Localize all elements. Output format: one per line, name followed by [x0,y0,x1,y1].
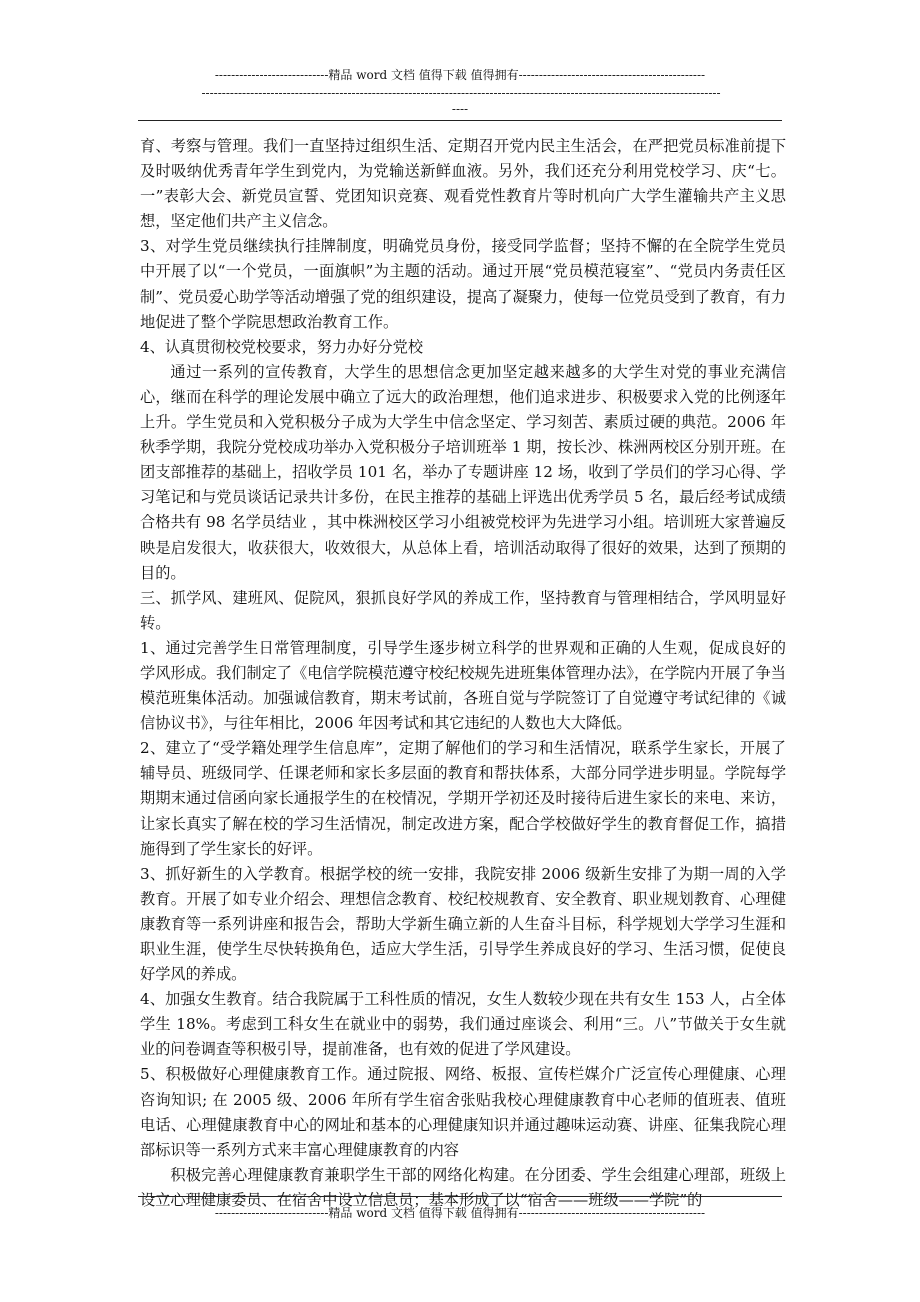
paragraph-party-school: 通过一系列的宣传教育，大学生的思想信念更加坚定越来越多的大学生对党的事业充满信心，继而在科学的理论发展中确立了远大的政治理想，他们追求进步、积极要求入党的比例逐年上升。学生党员和入党积极分子成为大学生中信念坚定、学习刻苦、素质过硬的典范。2006 年秋季学期，我院分党校成功举办入党积极分子培训班举 1 期，按长沙、株洲两校区分别开班。在团支部推荐的基础上，招收学员 101 名，举办了专题讲座 12 场，收到了学员们的学习心得、学习笔记和与党员谈话记录共计多份，在民主推荐的基础上评选出优秀学员 5 名，最后经考试成绩合格共有 98 名学员结业 ，其中株洲校区学习小组被党校评为先进学习小组。培训班大家普遍反映是启发很大，收获很大，收效很大，从总体上看，培训活动取得了很好的效果，达到了预期的目的。 [140,362,786,582]
section-heading-3: 三、抓学风、建班风、促院风，狠抓良好学风的养成工作，坚持教育与管理相结合，学风明显好转。 [140,588,786,632]
footer-rule [138,1196,782,1197]
paragraph-item-4-heading: 4、认真贯彻校党校要求，努力办好分党校 [140,337,424,356]
paragraph-item-3: 3、对学生党员继续执行挂牌制度，明确党员身份，接受同学监督；坚持不懈的在全院学生党员中开展了以“一个党员，一面旗帜”为主题的活动。通过开展“党员模范寝室”、“党员内务责任区制”、党员爱心助学等活动增强了党的组织建设，提高了凝聚力，使每一位党员受到了教育，有力地促进了整个学院思想政治教育工作。 [140,237,786,331]
paragraph-continuation: 育、考察与管理。我们一直坚持过组织生活、定期召开党内民主生活会，在严把党员标准前提下及时吸纳优秀青年学生到党内，为党输送新鲜血液。另外，我们还充分利用党校学习、庆“七。一”表彰大会、新党员宣誓、党团知识竞赛、观看党性教育片等时机向广大学生灌输共产主义思想，坚定他们共产主义信念。 [140,137,786,231]
document-body [140,134,786,1213]
paragraph-study-4: 4、加强女生教育。结合我院属于工科性质的情况，女生人数较少现在共有女生 153 人，占全体学生 18%。考虑到工科女生在就业中的弱势，我们通过座谈会、利用“三。八”节做关于女生就业的问卷调查等积极引导，提前准备，也有效的促进了学风建设。 [140,990,786,1059]
paragraph-study-5: 5、积极做好心理健康教育工作。通过院报、网络、板报、宣传栏媒介广泛宣传心理健康、心理咨询知识; 在 2005 级、2006 年所有学生宿舍张贴我校心理健康教育中心老师的值班表、值班电话、心理健康教育中心的网址和基本的心理健康知识并通过趣味运动赛、讲座、征集我院心理部标识等一系列方式来丰富心理健康教育的内容 [140,1065,786,1159]
header-banner: ----------------------------精品 word 文档 值得下载 值得拥有---------------------------------------------- [214,68,706,82]
paragraph-psych-network: 积极完善心理健康教育兼职学生干部的网络化构建。在分团委、学生会组建心理部，班级上设立心理健康委员、在宿舍中设立信息员；基本形成了以“宿舍——班级——学院”的 [140,1165,786,1209]
header-dash-line: -------------------------------------------------------------------------------------------------------------------------------- [201,86,721,100]
paragraph-study-2: 2、建立了“受学籍处理学生信息库”，定期了解他们的学习和生活情况，联系学生家长，开展了辅导员、班级同学、任课老师和家长多层面的教育和帮扶体系，大部分同学进步明显。学院每学期期末通过信函向家长通报学生的在校情况，学期开学初还及时接待后进生家长的来电、来访，让家长真实了解在校的学习生活情况，制定改进方案，配合学校做好学生的教育督促工作，搞措施得到了学生家长的好评。 [140,739,786,858]
header-dash-tail: ---- [451,102,469,116]
paragraph-study-3: 3、抓好新生的入学教育。根据学校的统一安排，我院安排 2006 级新生安排了为期一周的入学教育。开展了如专业介绍会、理想信念教育、校纪校规教育、安全教育、职业规划教育、心理健康教育等一系列讲座和报告会，帮助大学新生确立新的人生奋斗目标，科学规划大学学习生涯和职业生涯，使学生尽快转换角色，适应大学生活，引导学生养成良好的学习、生活习惯，促使良好学风的养成。 [140,864,786,984]
paragraph-study-1: 1、通过完善学生日常管理制度，引导学生逐步树立科学的世界观和正确的人生观，促成良好的学风形成。我们制定了《电信学院模范遵守校纪校规先进班集体管理办法》，在学院内开展了争当模范班集体活动。加强诚信教育，期末考试前，各班自觉与学院签订了自觉遵守考试纪律的《诚信协议书》，与往年相比，2006 年因考试和其它违纪的人数也大大降低。 [140,638,786,733]
footer-banner: ----------------------------精品 word 文档 值得下载 值得拥有---------------------------------------------- [214,1206,706,1220]
header-rule [138,120,782,121]
